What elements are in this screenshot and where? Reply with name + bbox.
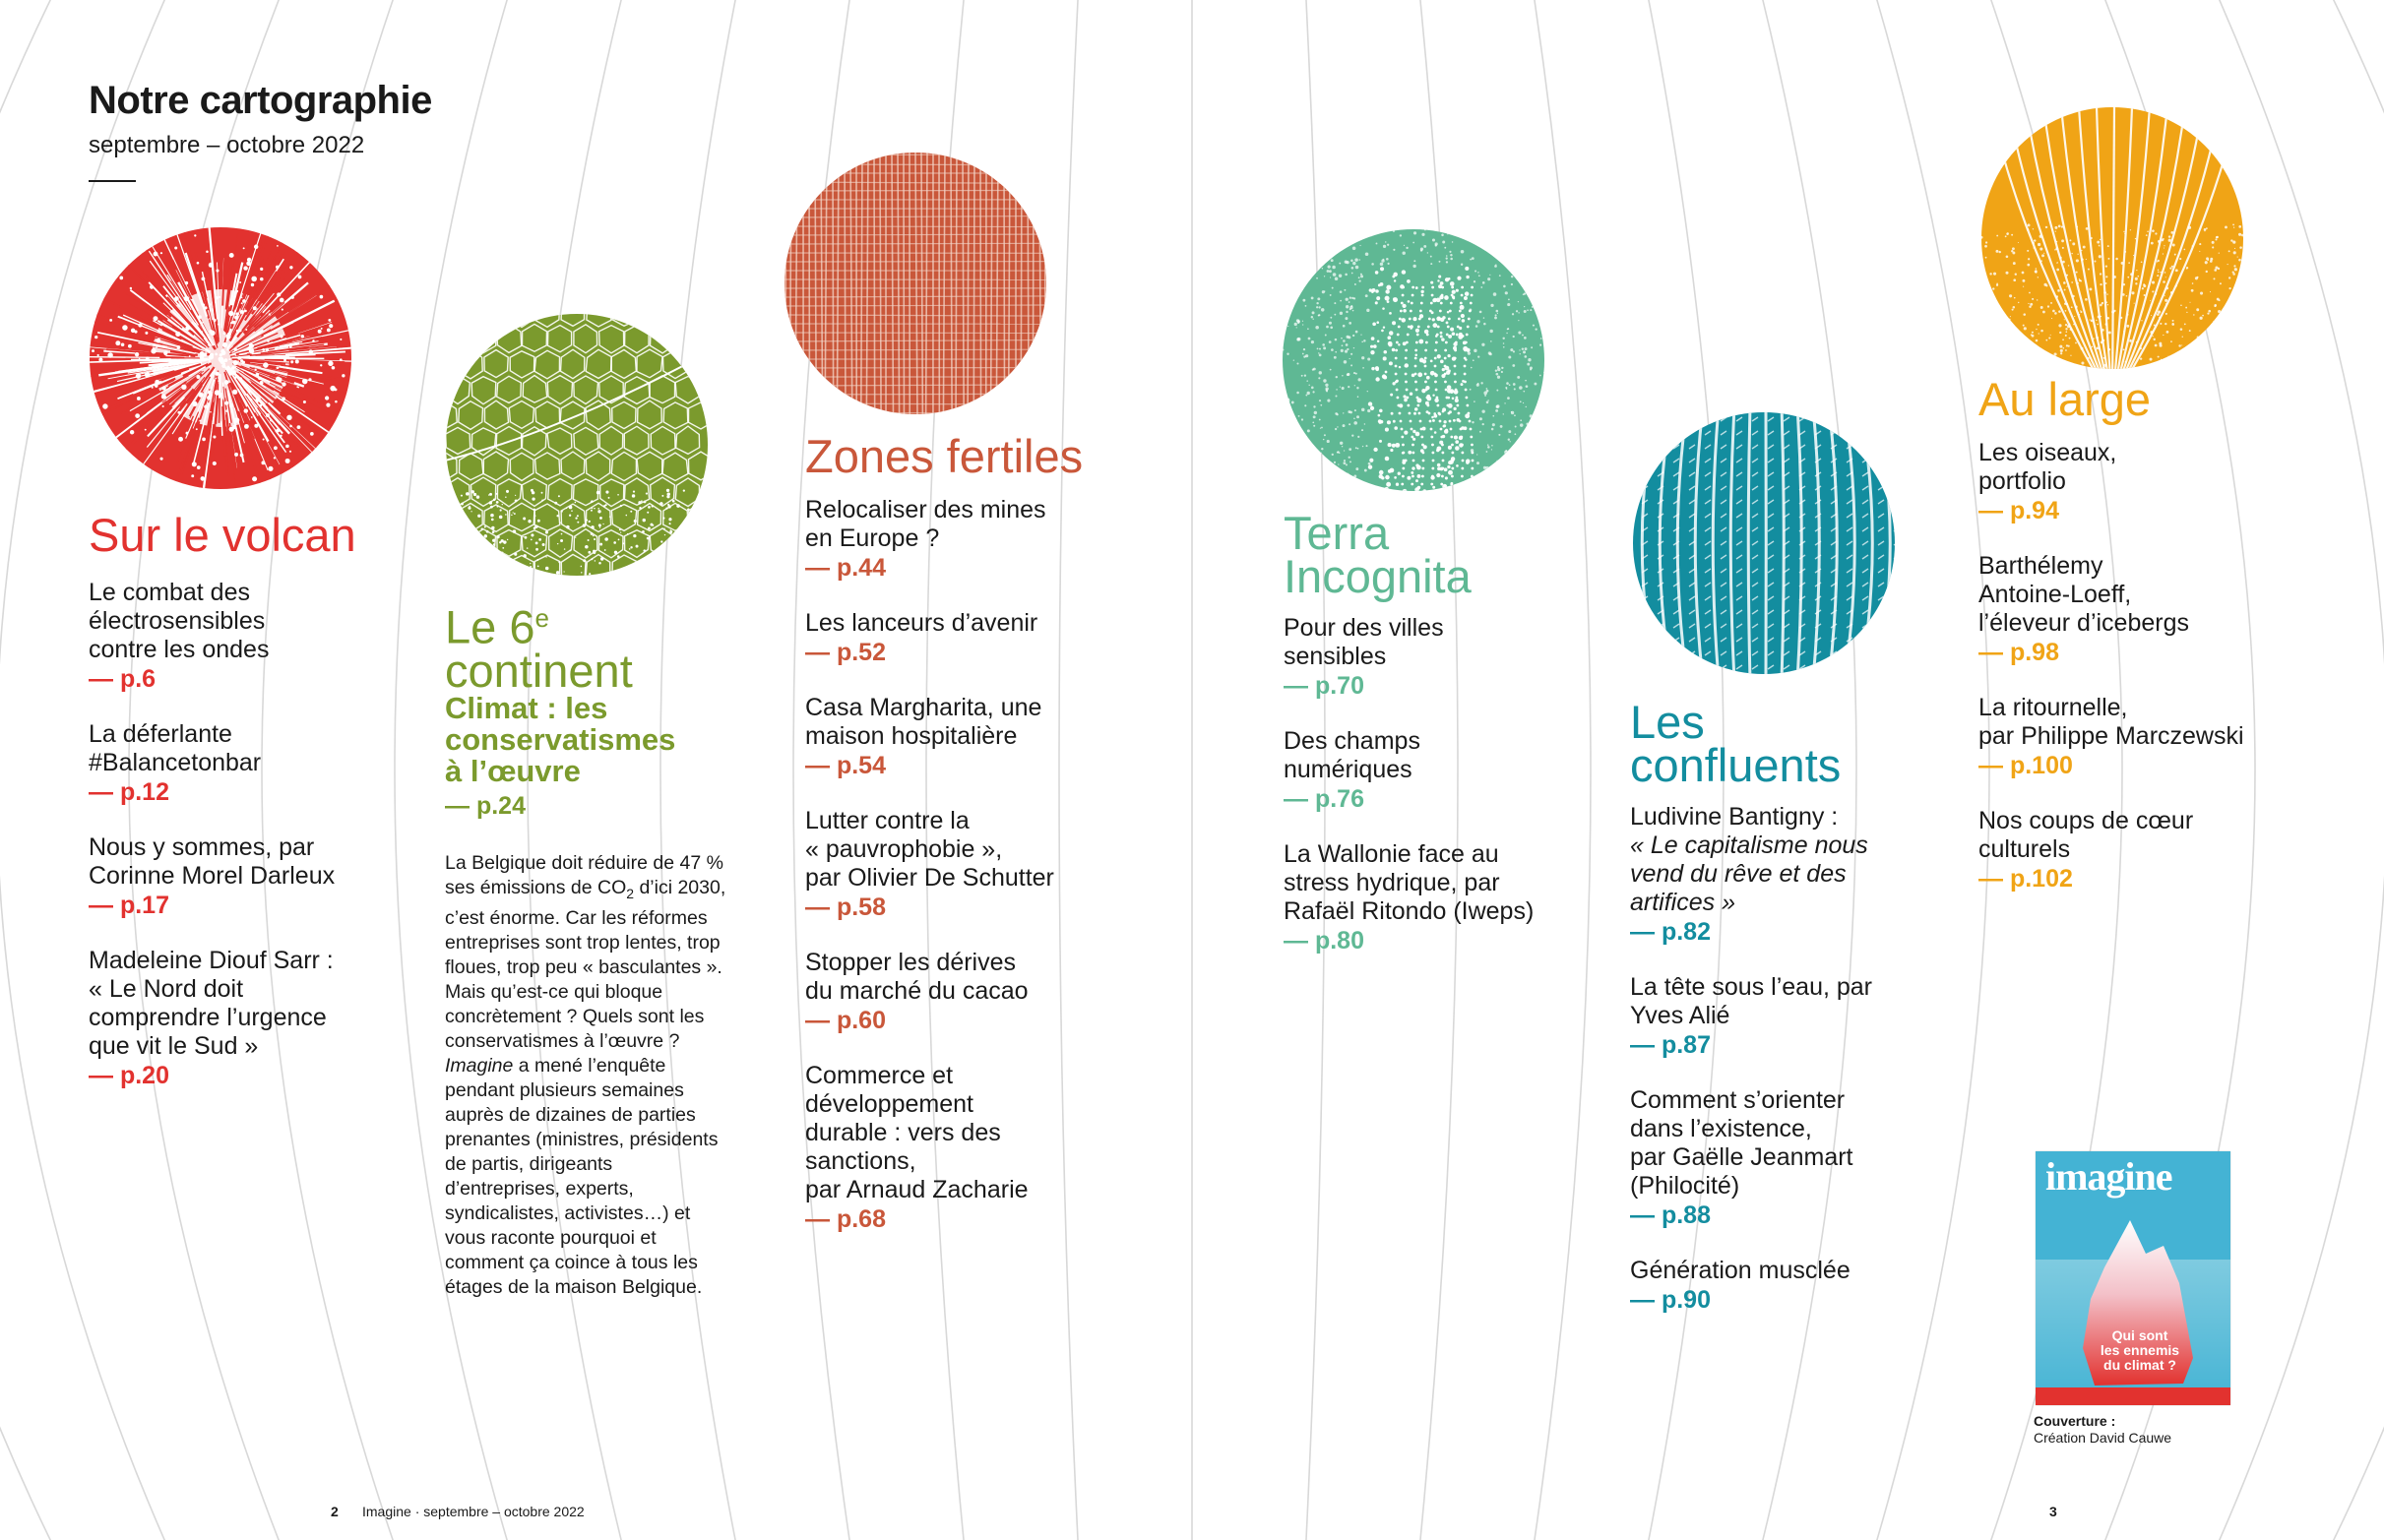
continent-cells-circle	[445, 313, 709, 577]
feature-page: — p.24	[445, 792, 526, 820]
item-title: Madeleine Diouf Sarr : « Le Nord doit comprendre l’urgence que vit le Sud »	[89, 947, 334, 1060]
item-title: Casa Margharita, une maison hospitalière	[805, 694, 1042, 750]
feature-title[interactable]: Climat : les conservatismes à l’œuvre	[445, 691, 676, 788]
section-title-prefix: Le 6	[445, 600, 535, 653]
section-list-confluents	[1630, 803, 1955, 1341]
confluents-stripes-circle	[1632, 411, 1896, 675]
feature-body-part: La Belgique doit réduire de 47 % ses émissions de CO	[445, 852, 723, 898]
item-page: — p.100	[1978, 752, 2073, 779]
list-item[interactable]	[1284, 727, 1608, 815]
item-title: Les lanceurs d’avenir	[805, 609, 1038, 637]
feature-block	[445, 685, 740, 1300]
item-page: — p.20	[89, 1062, 169, 1089]
large-rays-circle	[1980, 106, 2244, 370]
item-title: Nous y sommes, par Corinne Morel Darleux	[89, 833, 336, 890]
terra-dots-circle	[1282, 228, 1545, 492]
list-item[interactable]	[805, 949, 1130, 1036]
item-title: Lutter contre la « pauvrophobie », par Olivier De Schutter	[805, 807, 1054, 892]
section-title-large: Au large	[1978, 373, 2152, 425]
list-item[interactable]	[1630, 803, 1955, 948]
list-item[interactable]	[805, 1062, 1130, 1235]
item-title: Les oiseaux, portfolio	[1978, 439, 2117, 495]
item-page: — p.70	[1284, 672, 1364, 700]
item-page: — p.88	[1630, 1201, 1711, 1229]
list-item[interactable]	[89, 579, 413, 695]
section-title-terra	[1284, 507, 1472, 602]
item-page: — p.82	[1630, 918, 1711, 946]
item-title: Pour des villes sensibles	[1284, 614, 1444, 670]
list-item[interactable]	[1630, 1257, 1955, 1316]
item-page: — p.98	[1978, 639, 2059, 666]
item-title: Barthélemy Antoine-Loeff, l’éleveur d’icebergs	[1978, 552, 2190, 637]
cover-caption-title: Couverture :	[2034, 1413, 2116, 1429]
item-page: — p.52	[805, 639, 886, 666]
cover-caption	[2034, 1413, 2171, 1447]
item-page: — p.76	[1284, 785, 1364, 813]
section-title-line2: Incognita	[1284, 550, 1472, 602]
item-page: — p.12	[89, 778, 169, 806]
list-item[interactable]	[89, 833, 413, 921]
section-title-line2: confluents	[1630, 739, 1842, 791]
volcano-texture-circle	[89, 226, 352, 490]
item-page: — p.58	[805, 893, 886, 921]
item-page: — p.6	[89, 665, 157, 693]
list-item[interactable]	[1978, 439, 2313, 526]
item-title: La Wallonie face au stress hydrique, par Rafaël Ritondo (Iweps)	[1284, 840, 1535, 925]
item-page: — p.94	[1978, 497, 2059, 524]
list-item[interactable]	[89, 720, 413, 808]
section-title-line1: Terra	[1284, 507, 1390, 559]
item-page: — p.17	[89, 892, 169, 919]
list-item[interactable]	[805, 807, 1130, 923]
list-item[interactable]	[805, 496, 1130, 584]
item-title: Stopper les dérives du marché du cacao	[805, 949, 1029, 1005]
item-page: — p.44	[805, 554, 886, 582]
item-title: Commerce et développement durable : vers des sanctions, par Arnaud Zacharie	[805, 1062, 1029, 1203]
item-title: La tête sous l’eau, par Yves Alié	[1630, 973, 1872, 1029]
section-title-line2: continent	[445, 644, 633, 697]
cover-headline: Qui sont les ennemis du climat ?	[2100, 1327, 2180, 1373]
item-page: — p.54	[805, 752, 886, 779]
section-title-fertiles: Zones fertiles	[805, 430, 1084, 482]
item-title: La déferlante #Balancetonbar	[89, 720, 262, 776]
section-title-line1: Les	[1630, 696, 1705, 748]
feature-body-part: a mené l’enquête pendant plusieurs semaines auprès de dizaines de parties prenantes (ministres, présidents de partis, dirigeants d’entreprises, experts, syndicalistes, activistes…) et vous raconte pourquoi et comment ça coince à tous les étages de la maison Belgique.	[445, 1054, 719, 1298]
cover-masthead: imagine	[2045, 1154, 2172, 1199]
title-rule	[89, 180, 136, 182]
list-item[interactable]	[1284, 614, 1608, 702]
item-title: Génération musclée	[1630, 1257, 1851, 1284]
item-page: — p.80	[1284, 927, 1364, 955]
list-item[interactable]	[1630, 1086, 1955, 1231]
page-subtitle: septembre – octobre 2022	[89, 132, 365, 158]
cover-thumbnail[interactable]	[2036, 1151, 2230, 1405]
item-title: La ritournelle, par Philippe Marczewski	[1978, 694, 2244, 750]
list-item[interactable]	[89, 947, 413, 1091]
co2-subscript: 2	[626, 885, 635, 901]
item-page: — p.60	[805, 1007, 886, 1034]
list-item[interactable]	[1284, 840, 1608, 956]
item-title: Comment s’orienter dans l’existence, par Gaëlle Jeanmart (Philocité)	[1630, 1086, 1853, 1200]
section-title-confluents	[1630, 696, 1842, 791]
feature-body-part: d’ici 2030, c’est énorme. Car les réformes entreprises sont trop lentes, trop floues, trop peu « basculantes ». Mais qu’est-ce qui bloque concrètement ? Quels sont les conservatismes à l’œuvre ?	[445, 877, 726, 1052]
item-title-italic: « Le capitalisme nous vend du rêve et des artifices »	[1630, 832, 1868, 916]
fertile-weave-circle	[784, 152, 1047, 415]
magazine-name-italic: Imagine	[445, 1054, 514, 1077]
list-item[interactable]	[1630, 973, 1955, 1061]
list-item[interactable]	[1978, 694, 2313, 781]
list-item[interactable]	[805, 694, 1130, 781]
list-item[interactable]	[1978, 552, 2313, 668]
item-title: Le combat des électrosensibles contre les ondes	[89, 579, 270, 663]
feature-body	[445, 851, 730, 1300]
item-title: Relocaliser des mines en Europe ?	[805, 496, 1046, 552]
item-page: — p.68	[805, 1205, 886, 1233]
list-item[interactable]	[1978, 807, 2313, 894]
section-list-terra	[1284, 614, 1608, 982]
section-list-large	[1978, 439, 2313, 920]
item-title: Ludivine Bantigny :	[1630, 803, 1839, 831]
right-page-number: 3	[2049, 1504, 2057, 1519]
left-running-head: Imagine · septembre – octobre 2022	[362, 1504, 585, 1519]
section-title-volcan: Sur le volcan	[89, 509, 356, 561]
section-title-superscript: e	[534, 603, 549, 633]
item-title: Des champs numériques	[1284, 727, 1420, 783]
section-title-continent	[445, 596, 633, 697]
item-title: Nos coups de cœur culturels	[1978, 807, 2194, 863]
cover-caption-credit: Création David Cauwe	[2034, 1430, 2172, 1446]
section-list-volcan	[89, 579, 413, 1117]
page-title: Notre cartographie	[89, 79, 432, 122]
item-page: — p.90	[1630, 1286, 1711, 1314]
item-page: — p.102	[1978, 865, 2073, 893]
item-page: — p.87	[1630, 1031, 1711, 1059]
left-page-number: 2	[331, 1504, 339, 1519]
section-list-fertiles	[805, 496, 1130, 1261]
list-item[interactable]	[805, 609, 1130, 668]
